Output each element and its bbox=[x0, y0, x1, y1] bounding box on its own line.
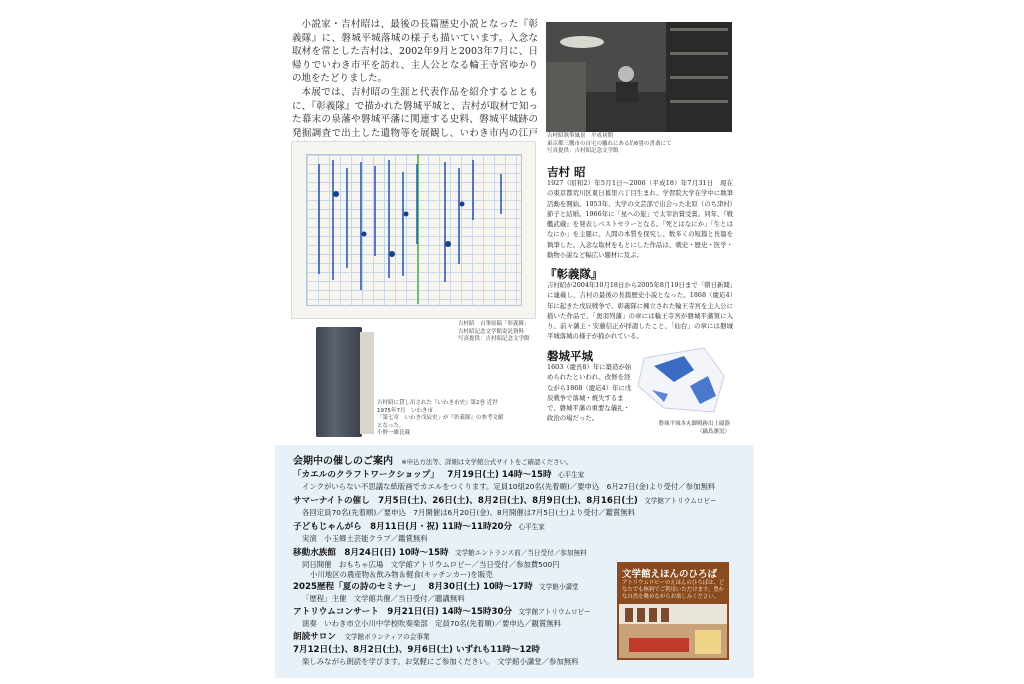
castle-text: 1603（慶長8）年に築造が始められたといわれ、改修を経ながら1868（慶応4）年に戊辰戦争で落城・焼失するまで、磐城平藩の重要な儀礼・政治の場だった。 bbox=[547, 363, 632, 423]
ehon-photo bbox=[619, 604, 727, 658]
book-pages bbox=[360, 332, 374, 434]
event-where: 心平生家 bbox=[518, 523, 545, 531]
event-detail: 楽しみながら朗読を学びます。お気軽にご参加ください。 文学館小講堂／参加無料 bbox=[302, 657, 579, 666]
event-item bbox=[293, 630, 430, 642]
shard-caption bbox=[590, 421, 730, 436]
shard-caption-line: （鍋島藩窯） bbox=[696, 428, 730, 435]
photo-caption-line: 吉村昭執筆風景 平成初期 bbox=[547, 133, 614, 139]
shard-caption-line: 磐城平城本丸御殿跡出土磁器 bbox=[658, 421, 730, 427]
event-when: 8月11日(月・祝) 11時～11時20分 bbox=[370, 522, 513, 532]
event-where: 文学館エントランス前／当日受付／参加無料 bbox=[454, 549, 587, 557]
event-where: 文学館アトリウムロビー bbox=[518, 608, 591, 616]
ehon-title: 文学館えほんのひろば bbox=[622, 569, 718, 580]
event-title: 「カエルのクラフトワークショップ」 bbox=[293, 470, 439, 480]
photo-caption-line: 東京都三鷹市の自宅の離れにある約6畳の書斎にて bbox=[547, 140, 672, 147]
event-item bbox=[293, 605, 591, 617]
event-when-row bbox=[293, 643, 540, 655]
event-when: 7月12日(土)、8月2日(土)、9月6日(土) いずれも11時～12時 bbox=[293, 645, 541, 655]
event-detail: 実演 小玉郷土芸能クラブ／鑑賞無料 bbox=[302, 534, 428, 543]
event-item bbox=[293, 520, 545, 532]
book-caption-line: 1975年7月 いわき市 bbox=[377, 407, 433, 414]
manuscript-writing bbox=[306, 154, 520, 304]
event-when: 9月21日(日) 14時～15時30分 bbox=[387, 607, 513, 617]
event-when: 7月5日(土)、26日(土)、8月2日(土)、8月9日(土)、8月16日(土) bbox=[378, 496, 638, 506]
ehon-text: アトリウムロビーのえほんのひろばは、どなたでも無料でご利用いただけます。豊かな自然を眺めながらお楽しみください。 bbox=[622, 580, 725, 600]
manuscript-caption-line: 写真提供：吉村昭記念文学館 bbox=[458, 336, 530, 342]
events-header-title: 会期中の催しのご案内 bbox=[293, 456, 393, 467]
book-caption-line: 小野一雄氏蔵 bbox=[377, 430, 411, 436]
event-where: 文学館アトリウムロビー bbox=[644, 497, 717, 505]
event-detail: 小川地区の農産物＆飲み物＆軽食(キッチンカー)を販売 bbox=[310, 570, 493, 579]
event-where: 文学館ボランティアの会事業 bbox=[344, 633, 430, 641]
photo-caption bbox=[547, 133, 737, 156]
porcelain-shard-image bbox=[634, 346, 728, 418]
castle-title: 磐城平城 bbox=[547, 349, 593, 363]
book-image bbox=[316, 327, 362, 437]
event-detail: 演奏 いわき市立小川中学校吹奏楽部 定員70名(先着順)／要申込／観賞無料 bbox=[302, 619, 562, 628]
event-title: 子どもじゃんがら bbox=[293, 522, 362, 532]
manuscript-image bbox=[291, 141, 536, 319]
bio-text: 1927（昭和2）年5月1日～2006（平成18）年7月31日 現在の東京都荒川区東日暮里六丁目生まれ。学習院大学在学中に執筆活動を開始。1953年、大学の文芸部で出会った北原（のち津村）節子と結婚。1966年に「星への旅」で太宰治賞受賞。同年、『戦艦武蔵』を発表しベストセラーとなる。「死とはなにか」「生とはなにか」を主題に、人間の本質を探究し、数多くの短篇と長篇を執筆した。入念な取材をもとにした作品は、戦史・歴史・医学・動物小説など幅広い題材に及ぶ。 bbox=[547, 179, 733, 260]
events-header-note: ※申込方法等、詳細は文学館公式サイトをご確認ください。 bbox=[401, 458, 573, 466]
event-title: 朗読サロン bbox=[293, 632, 336, 642]
ehon-box bbox=[617, 562, 729, 660]
event-item bbox=[293, 468, 584, 480]
manuscript-caption-line: 吉村昭 自筆原稿「彰義隊」 bbox=[458, 321, 530, 327]
event-when: 7月19日(土) 14時～15時 bbox=[447, 470, 552, 480]
study-photo bbox=[546, 22, 732, 132]
event-where: 心平生家 bbox=[557, 471, 585, 479]
event-detail: 同日開催 おもちゃ広場 文学館アトリウムロビー／当日受付／参加費500円 bbox=[302, 560, 560, 569]
event-where: 文学館小講堂 bbox=[539, 583, 579, 591]
study-photo-scene bbox=[546, 22, 732, 132]
events-header bbox=[293, 452, 572, 467]
event-title: サマーナイトの催し bbox=[293, 496, 370, 506]
intro-paragraph-2: 本展では、吉村昭の生涯と代表作品を紹介するとともに、『彰義隊』で描かれた磐城平城と、吉村が取材で知った幕末の泉藩や磐城平藩に関連する史料、磐城平城跡の発掘調査で出土した遺物等を展観し、いわき市内の江戸 bbox=[292, 86, 538, 139]
book-caption bbox=[377, 400, 507, 438]
manuscript-caption-line: 吉村昭記念文学館寄託資料 bbox=[458, 328, 525, 335]
event-item bbox=[293, 580, 579, 592]
shogitai-title: 『彰義隊』 bbox=[545, 267, 603, 281]
event-when: 8月30日(土) 10時～17時 bbox=[428, 582, 533, 592]
intro-text bbox=[292, 18, 538, 154]
event-item bbox=[293, 546, 587, 558]
event-title: 2025歴程「夏の詩のセミナー」 bbox=[293, 582, 421, 592]
book-caption-line: 「第七章 いわき戊辰史」が『彰義隊』の参考文献となった。 bbox=[377, 415, 504, 429]
shogitai-text: 吉村昭が2004年10月18日から2005年8月19日まで「朝日新聞」に連載し、吉村の最後の長篇歴史小説となった。1868（慶応4）年に起きた戊辰戦争で、彰義隊に擁立された輪王寺宮を主人公に描いた作品で、「奥羽列藩」の章には輪王寺宮が磐城平藩領に入り、前々藩主・安藤信正が拝謁したこと、「仙台」の章には磐城平城落城の様子が描かれている。 bbox=[547, 281, 733, 341]
bio-title: 吉村 昭 bbox=[547, 165, 586, 179]
event-detail: 「歴程」主催 文学館共催／当日受付／聴講無料 bbox=[302, 594, 465, 603]
manuscript-caption bbox=[458, 321, 538, 344]
event-title: アトリウムコンサート bbox=[293, 607, 379, 617]
photo-caption-line: 写真提供：吉村昭記念文学館 bbox=[547, 148, 619, 154]
event-title: 移動水族館 bbox=[293, 548, 336, 558]
event-when: 8月24日(日) 10時～15時 bbox=[344, 548, 449, 558]
intro-paragraph-1: 小説家・吉村昭は、最後の長篇歴史小説となった『彰義隊』に、磐城平城落城の様子も描いています。入念な取材を常とした吉村は、2002年9月と2003年7月に、日帰りでいわき市平を訪れ、主人公となる輪王寺宮ゆかりの地をたどりました。 bbox=[292, 19, 538, 85]
book-caption-line: 吉村昭に貸し出された『いわき市史』第2巻 近世 bbox=[377, 400, 498, 406]
event-detail: インクがいらない不思議な紙版画でカエルをつくります。定員10組20名(先着順)／要申込 6月27日(金)より受付／参加無料 bbox=[302, 482, 716, 491]
event-item bbox=[293, 494, 716, 506]
event-detail: 各回定員70名(先着順)／要申込 7月開催は6月20日(金)、8月開催は7月5日(土)より受付／鑑賞無料 bbox=[302, 508, 636, 517]
